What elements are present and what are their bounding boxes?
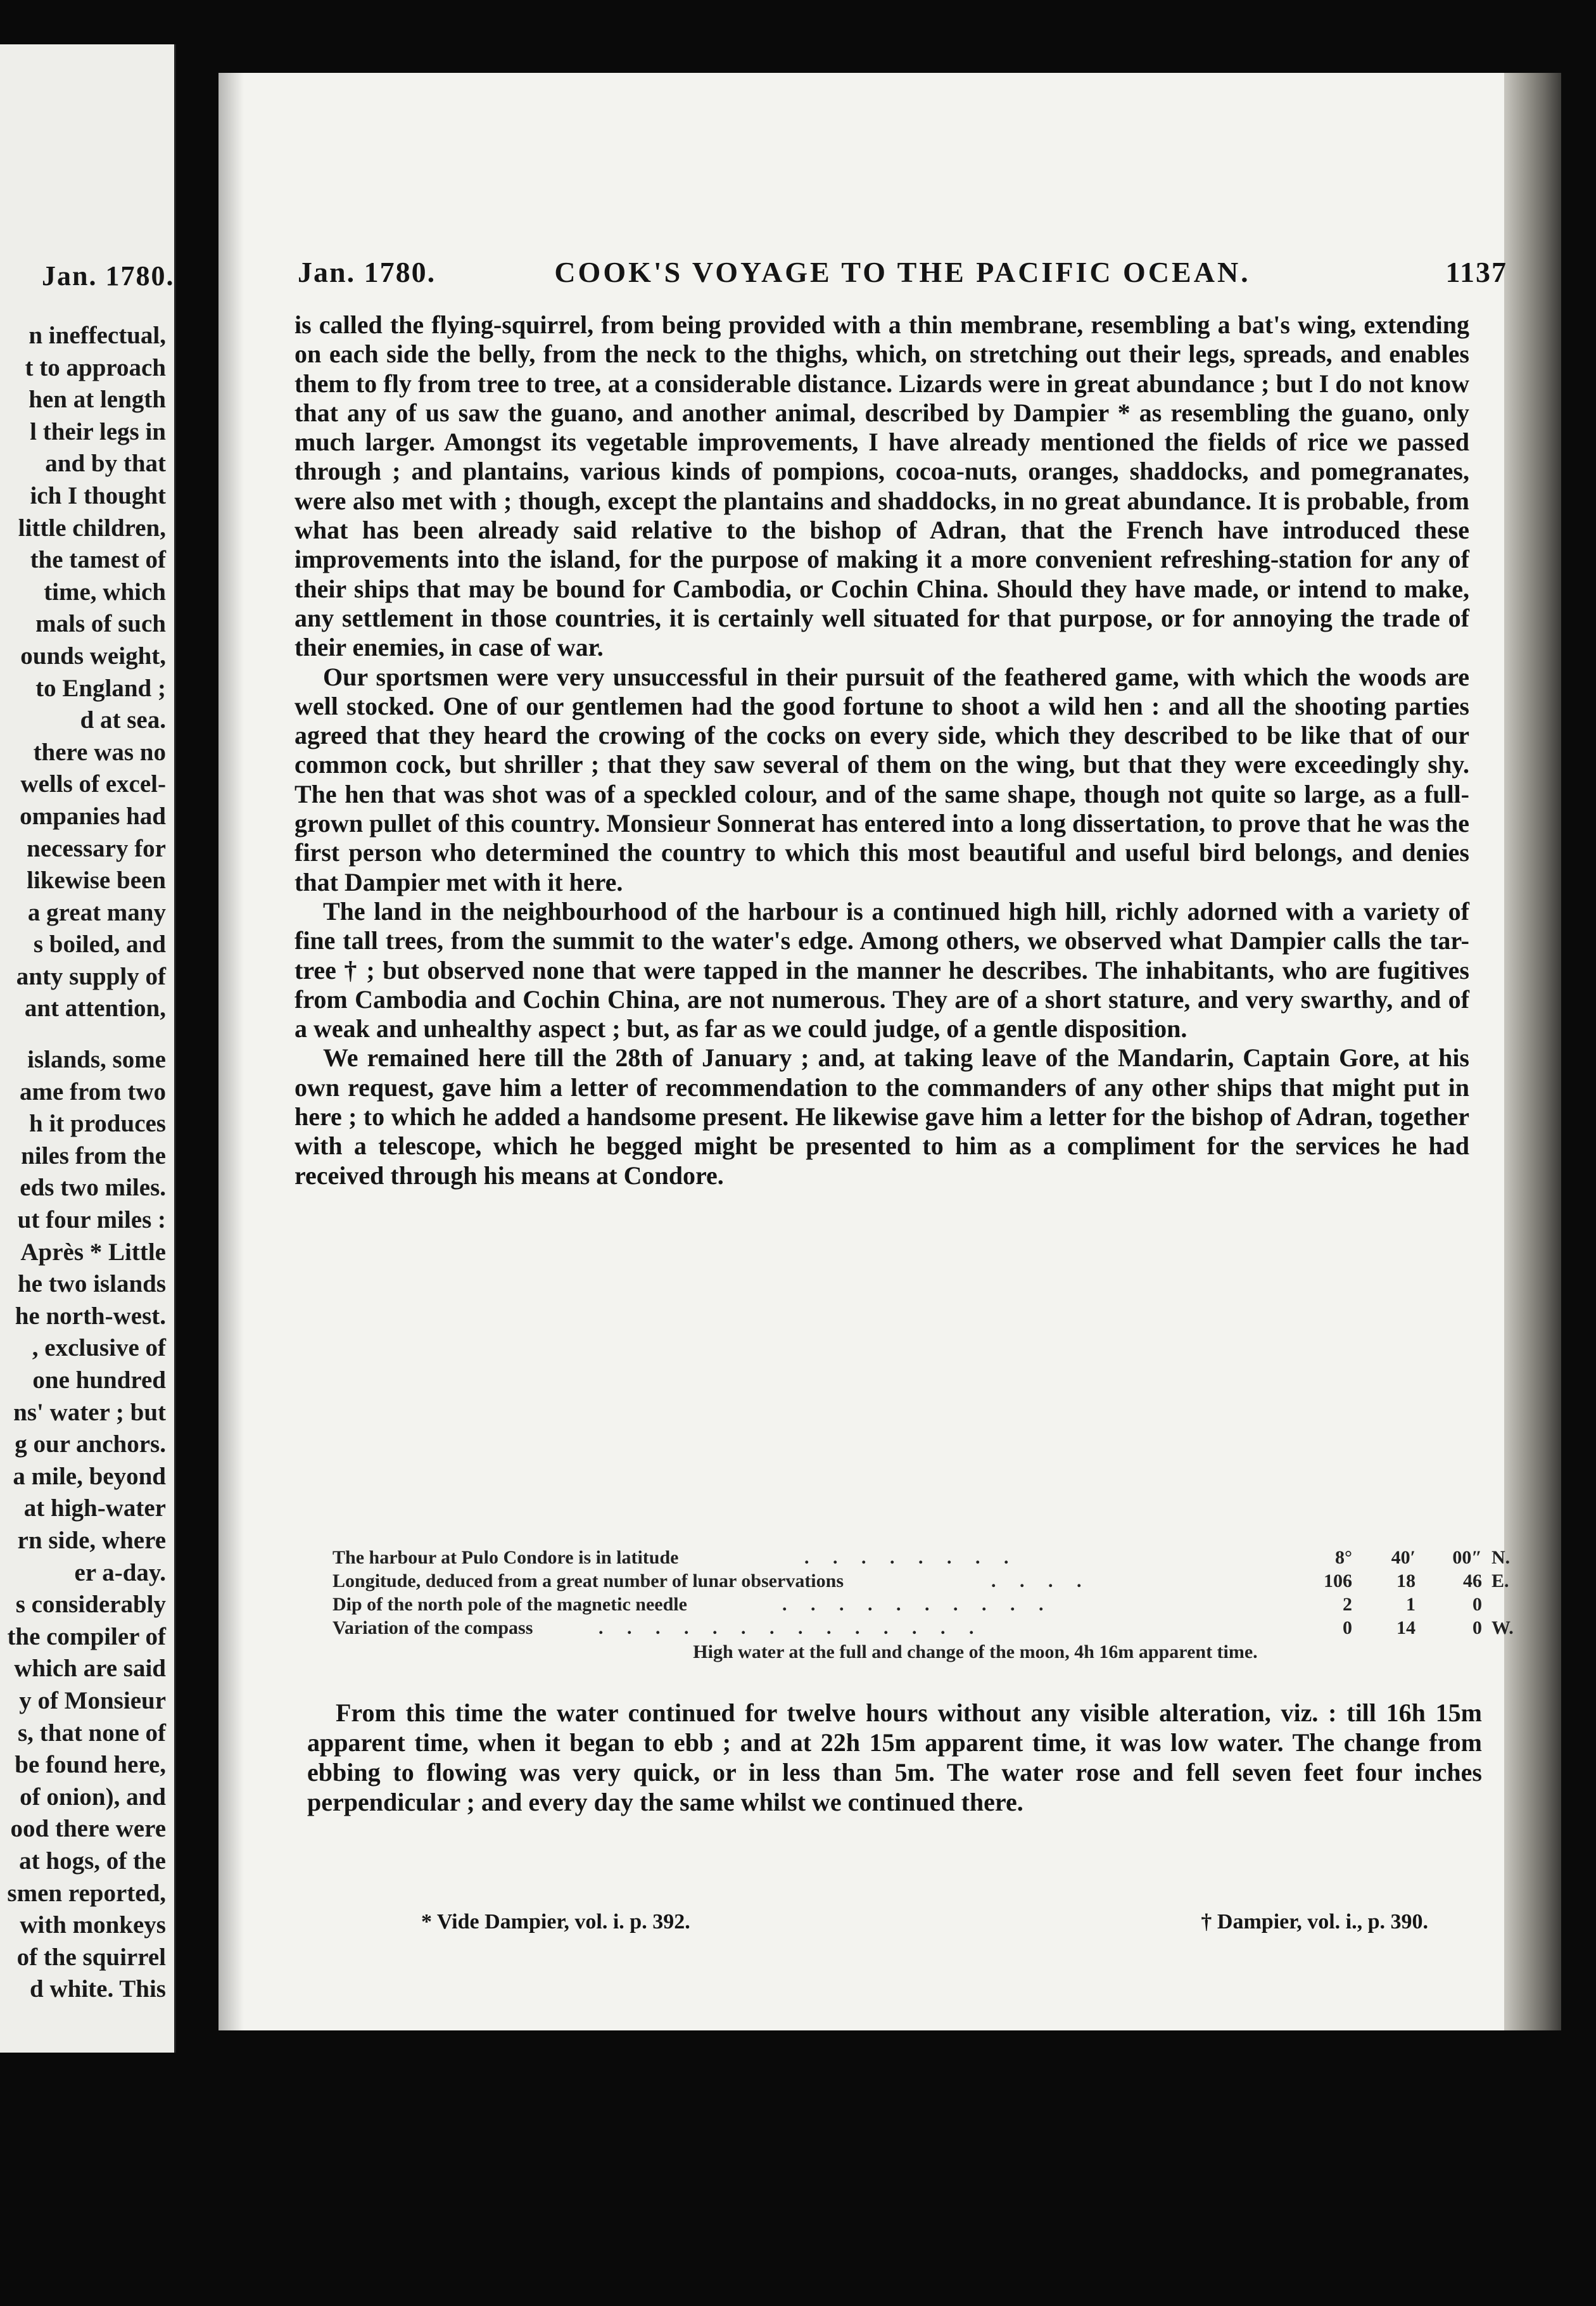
left-page-line: d at sea. [80,706,166,734]
running-head-title: COOK'S VOYAGE TO THE PACIFIC OCEAN. [554,256,1251,288]
left-page-line: eds two miles. [20,1174,166,1202]
paragraph: Our sportsmen were very unsuccessful in their pursuit of the feathered game, with which the woods are well stocked. One of our gentlemen had the good fortune to shoot a wild hen : and all the shooting parties agreed that they heard the crowing of the cocks on every side, which they described to be like that of our common cock, but shriller ; that they saw several of them on the wing, but that they were exceedingly shy. The hen that was shot was of a speckled colour, and of the same shape, though not quite so large, as a full-grown pullet of this country. Monsieur Sonnerat has entered into a long dissertation, to prove that he was the first person who determined the country to which this most beautiful and useful bird belongs, and denies that Dampier met with it here. [294,662,1469,896]
left-page-line: to England ; [35,674,166,702]
left-page-line: he north-west. [15,1302,166,1330]
paragraph: From this time the water continued for twelve hours without any visible alteration, viz. : till 16h 15m apparent time, when it began to ebb ; and at 22h 15m apparent time, it was low water. The change from ebbing to flowing was very quick, or in less than 5m. The water rose and fell seven feet four inches perpendicular ; and every day the same whilst we continued there. [307,1698,1482,1816]
left-page-line: ood there were [10,1815,166,1843]
left-page-line: necessary for [27,834,166,862]
left-page-line: the compiler of [7,1622,166,1650]
high-water-note: High water at the full and change of the moon, 4h 16m apparent time. [693,1641,1258,1662]
left-page-line: , exclusive of [32,1334,166,1362]
left-page-line: niles from the [21,1142,166,1169]
left-page-line: l their legs in [30,417,166,445]
left-page-line: likewise been [27,867,166,895]
observation-label: Longitude, deduced from a great number of lunar observations [332,1570,844,1591]
left-page-line: a mile, beyond [13,1462,166,1490]
left-page-line: at high-water [23,1494,166,1522]
leader-dots: . . . . . . . . . . . . . . [598,1617,984,1638]
left-page-text-column [0,320,166,2006]
body-text [294,310,1469,1190]
left-page-line: of the squirrel [16,1943,166,1971]
observation-label: Variation of the compass [332,1617,533,1638]
observation-row [332,1546,1510,1569]
left-page-line: anty supply of [16,962,166,990]
observation-row [332,1593,1492,1616]
left-page-line [0,1025,166,1044]
observation-value-seconds: 00″ [1452,1547,1482,1568]
left-page-line: ompanies had [20,802,166,830]
paragraph: The land in the neighbourhood of the harbour is a continued high hill, richly adorned with a variety of fine tall trees, from the summit to the water's edge. Among others, we observed what Dampier calls the tar-tree † ; but observed none that were tapped in the manner he describes. The inhabitants, who are fugitives from Cambodia and Cochin China, are not numerous. They are of a short stature, and very swarthy, and of a weak and unhealthy aspect ; but, as far as we could judge, of a gentle disposition. [294,896,1469,1043]
left-page-line: s, that none of [17,1719,166,1747]
observation-row [332,1569,1509,1593]
paragraph: We remained here till the 28th of January ; and, at taking leave of the Mandarin, Captain Gore, at his own request, gave him a letter of recommendation to the commanders of any other ships that might put in here ; to which he added a handsome present. He likewise gave him a letter for the bishop of Adran, together with a telescope, which he begged might be presented to him as a compliment for the services he had received through his means at Condore. [294,1043,1469,1190]
left-page-line: ut four miles : [17,1206,166,1234]
observation-value-degrees: 8° [1335,1547,1352,1568]
left-page-line: s boiled, and [33,931,166,959]
left-page-line: ant attention, [24,995,166,1022]
observation-value-seconds: 0 [1472,1594,1482,1615]
left-page-line: smen reported, [7,1879,166,1907]
left-page-line: time, which [44,578,166,606]
left-page-line: which are said [14,1655,166,1683]
left-page-line: mals of such [35,610,166,638]
observation-direction: N. [1492,1547,1510,1568]
left-page-line: hen at length [28,386,166,414]
left-page-line: ounds weight, [20,642,166,670]
left-page-line: at hogs, of the [19,1847,166,1875]
observation-row [332,1616,1514,1640]
right-page [218,73,1561,2030]
left-page-line: a great many [27,898,166,926]
left-page-running-head: Jan. 1780. [42,260,175,291]
leader-dots: . . . . [991,1570,1091,1591]
running-head-date: Jan. 1780. [298,256,436,288]
observation-direction: E. [1492,1570,1509,1591]
observation-label: The harbour at Pulo Condore is in latitude [332,1547,679,1568]
observation-value-minutes: 40′ [1391,1547,1416,1568]
page-number: 1137 [1445,256,1507,288]
page-edge [1504,73,1561,2030]
paragraph: is called the flying-squirrel, from being provided with a thin membrane, resembling a bat's wing, extending on each side the belly, from the neck to the thighs, which, on stretching out their legs, spreads, and enables them to fly from tree to tree, at a considerable distance. Lizards were in great abundance ; but I do not know that any of us saw the guano, and another animal, described by Dampier * as resembling the guano, only much larger. Amongst its vegetable improvements, I have already mentioned the fields of rice we passed through ; and plantains, various kinds of pompions, cocoa-nuts, oranges, shaddocks, and pomegranates, were also met with ; though, except the plantains and shaddocks, in no great abundance. It is probable, from what has been already said relative to the bishop of Adran, that the French have introduced these improvements into the island, for the purpose of making it a more convenient refreshing-station for any of their ships that may be bound for Cambodia, or Cochin China. Should they have made, or intend to make, any settlement in those countries, it is certainly well situated for that purpose, or for annoying the trade of their enemies, in case of war. [294,310,1469,662]
footnotes [421,1910,1466,1948]
observation-label: Dip of the north pole of the magnetic needle [332,1594,687,1615]
observation-value-minutes: 14 [1396,1617,1416,1638]
left-page-line: Après * Little [20,1238,166,1266]
observation-direction: W. [1492,1617,1514,1638]
left-page-line: h it produces [29,1110,166,1138]
observation-value-degrees: 0 [1343,1617,1352,1638]
observation-value-seconds: 46 [1463,1570,1482,1591]
left-page-line: one hundred [32,1366,166,1394]
left-page-line: ns' water ; but [13,1398,166,1426]
left-page-line: d white. This [30,1975,166,2003]
left-page-line: with monkeys [20,1911,166,1939]
observation-value-degrees: 2 [1343,1594,1352,1615]
leader-dots: . . . . . . . . [804,1547,1018,1568]
left-page-line: be found here, [15,1751,166,1779]
left-page-line: wells of excel- [20,770,166,798]
observations-table [332,1546,1514,1665]
left-page-line: t to approach [25,354,166,381]
left-page-line: islands, some [27,1046,166,1074]
left-page-line: er a-day. [74,1558,166,1586]
left-page-fragment [0,44,176,2053]
left-page-line: ame from two [19,1078,166,1105]
footnote: † Dampier, vol. i., p. 390. [1201,1910,1428,1933]
observation-value-minutes: 18 [1396,1570,1416,1591]
left-page-line: of onion), and [20,1783,166,1811]
left-page-line: y of Monsieur [19,1686,166,1714]
running-head [298,255,1507,300]
footnote: * Vide Dampier, vol. i. p. 392. [421,1910,690,1933]
gutter-shadow [218,73,244,2030]
left-page-line: there was no [33,738,166,766]
observation-value-minutes: 1 [1406,1594,1416,1615]
left-page-line: g our anchors. [15,1430,166,1458]
left-page-line: rn side, where [17,1526,166,1554]
left-page-line: he two islands [17,1270,166,1298]
leader-dots: . . . . . . . . . . [782,1594,1053,1615]
left-page-line: n ineffectual, [28,322,166,349]
tide-paragraph [307,1698,1482,1817]
left-page-line: the tamest of [30,546,166,574]
left-page-line: ich I thought [30,481,166,509]
observation-value-seconds: 0 [1472,1617,1482,1638]
left-page-line: s considerably [15,1591,166,1619]
left-page-line: and by that [45,450,166,478]
left-page-line: little children, [18,514,166,542]
observation-value-degrees: 106 [1324,1570,1352,1591]
